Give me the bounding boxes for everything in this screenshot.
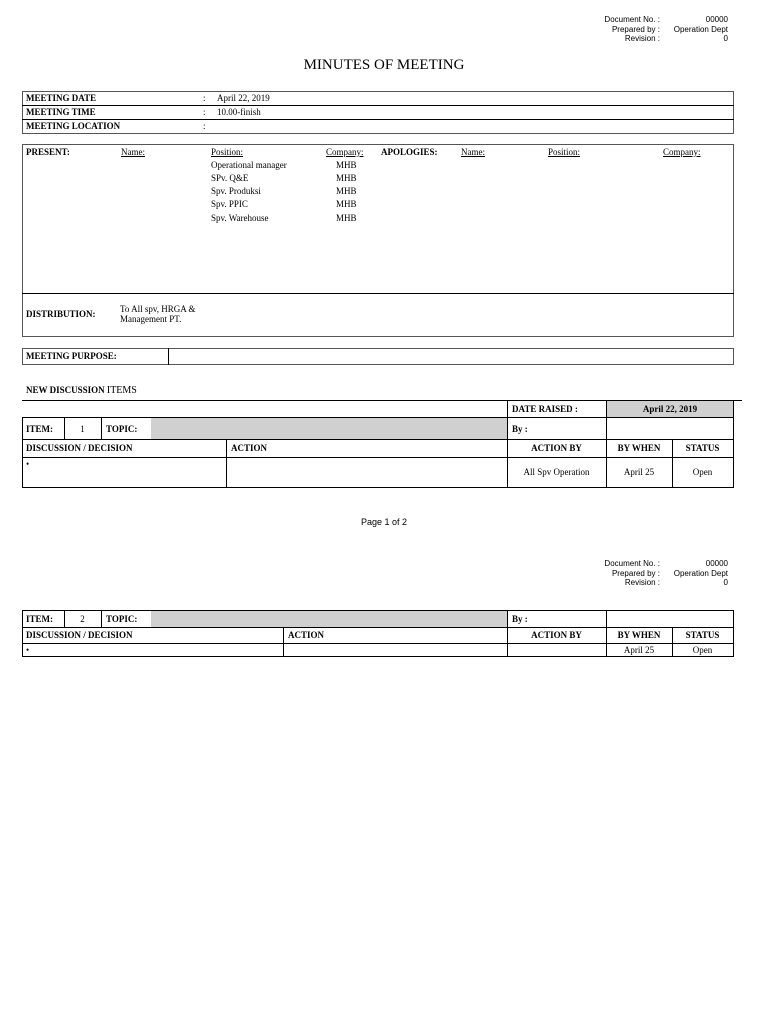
prepared-by-label: Prepared by :	[611, 568, 660, 578]
new-discussion-bold: NEW DISCUSSION	[26, 385, 105, 395]
topic-field	[151, 418, 507, 439]
attendee-company: MHB	[336, 173, 357, 183]
attendee-company: MHB	[336, 213, 357, 223]
action-by-value: All Spv Operation	[523, 467, 590, 477]
col-action-by-header: ACTION BY	[531, 443, 582, 453]
position-header: Position:	[211, 147, 244, 157]
prepared-by-label: Prepared by :	[611, 24, 660, 34]
meeting-time-label: MEETING TIME	[26, 107, 96, 117]
by-when-value: April 25	[623, 467, 655, 477]
company-header: Company:	[326, 147, 364, 157]
colon: :	[203, 93, 206, 103]
colon: :	[203, 121, 206, 131]
prepared-by-value: Operation Dept	[673, 568, 728, 578]
colon: :	[203, 107, 206, 117]
col-by-when-header: BY WHEN	[617, 630, 661, 640]
topic-label: TOPIC:	[106, 614, 138, 624]
by-when-value: April 25	[623, 645, 655, 655]
date-raised-value: April 22, 2019	[642, 404, 698, 414]
present-label: PRESENT:	[26, 147, 70, 157]
attendee-company: MHB	[336, 199, 357, 209]
page-number: Page 1 of 2	[360, 517, 408, 527]
doc-no-value: 00000	[705, 559, 728, 568]
col-action-header: ACTION	[288, 630, 325, 640]
distribution-line-2: Management PT.	[120, 314, 182, 324]
apologies-name-header: Name:	[461, 147, 485, 157]
document-header	[570, 15, 728, 44]
item-label: ITEM:	[26, 424, 53, 434]
attendee-position: SPv. Q&E	[211, 173, 249, 183]
item-label: ITEM:	[26, 614, 53, 624]
doc-no-label: Document No. :	[604, 15, 660, 24]
meeting-purpose-row	[22, 348, 734, 365]
apologies-label: APOLOGIES:	[381, 147, 438, 157]
col-action-header: ACTION	[231, 443, 268, 453]
meeting-date-label: MEETING DATE	[26, 93, 97, 103]
attendee-position: Spv. Produksi	[211, 186, 261, 196]
doc-no-label: Document No. :	[604, 559, 660, 568]
attendee-company: MHB	[336, 186, 357, 196]
attendee-position: Spv. PPIC	[211, 199, 248, 209]
col-discussion-header: DISCUSSION / DECISION	[26, 443, 133, 453]
document-header-page2	[570, 559, 728, 588]
doc-no-value: 00000	[705, 15, 728, 24]
col-status-header: STATUS	[685, 443, 720, 453]
attendee-company: MHB	[336, 160, 357, 170]
page-title: MINUTES OF MEETING	[303, 57, 465, 73]
by-label: By :	[512, 614, 528, 624]
col-action-by-header: ACTION BY	[531, 630, 582, 640]
col-discussion-header: DISCUSSION / DECISION	[26, 630, 133, 640]
topic-label: TOPIC:	[106, 424, 138, 434]
meeting-location-label: MEETING LOCATION	[26, 121, 121, 131]
distribution-line-1: To All spv, HRGA &	[120, 304, 196, 314]
discussion-bullet: •	[26, 459, 30, 469]
meeting-purpose-label: MEETING PURPOSE:	[26, 351, 117, 361]
meeting-time-value: 10.00-finish	[217, 107, 261, 117]
attendee-position: Operational manager	[211, 160, 287, 170]
meeting-info-table	[22, 91, 734, 134]
discussion-bullet: •	[26, 645, 30, 655]
item-number: 1	[80, 424, 85, 434]
new-discussion-heading	[26, 385, 137, 396]
by-label: By :	[512, 424, 528, 434]
status-value: Open	[692, 645, 713, 655]
prepared-by-value: Operation Dept	[673, 24, 728, 34]
distribution-label: DISTRIBUTION:	[26, 309, 96, 319]
revision-value: 0	[723, 34, 728, 43]
status-value: Open	[692, 467, 713, 477]
col-by-when-header: BY WHEN	[617, 443, 661, 453]
revision-value: 0	[723, 578, 728, 587]
new-discussion-rest: ITEMS	[106, 385, 137, 396]
topic-field-item2	[151, 611, 507, 627]
item-number: 2	[80, 614, 85, 624]
name-header: Name:	[121, 147, 145, 157]
meeting-date-value: April 22, 2019	[217, 93, 270, 103]
apologies-company-header: Company:	[663, 147, 701, 157]
col-status-header: STATUS	[685, 630, 720, 640]
apologies-position-header: Position:	[548, 147, 581, 157]
revision-label: Revision :	[624, 34, 660, 43]
date-raised-label: DATE RAISED :	[512, 404, 578, 414]
attendee-position: Spv. Warehouse	[211, 213, 269, 223]
revision-label: Revision :	[624, 578, 660, 587]
